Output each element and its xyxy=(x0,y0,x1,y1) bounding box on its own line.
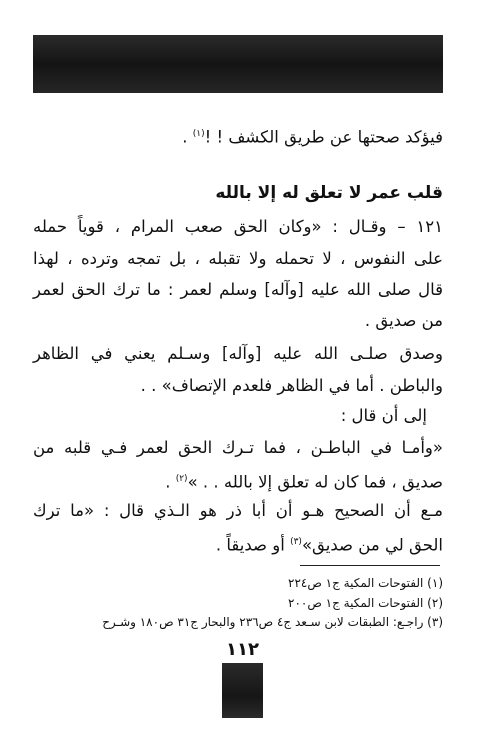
footer-bar xyxy=(222,663,263,718)
text-line: الحق لي من صديق»$^{(٣)}$ أو صديقاً . xyxy=(215,535,443,555)
section-heading: قلب عمر لا تعلق له إلا بالله xyxy=(215,183,443,203)
footnote: (١) الفتوحات المكية ج١ ص٢٢٤ xyxy=(288,576,443,590)
text-line: «وأمـا في الباطـن ، فما تـرك الحق لعمر فـي قلبه من xyxy=(33,438,443,457)
footnote-divider xyxy=(300,565,440,566)
footnote: (٢) الفتوحات المكية ج١ ص٢٠٠ xyxy=(288,596,443,610)
text-line: مـع أن الصحيح هـو أن أبا ذر هو الـذي قال : «ما ترك xyxy=(33,501,443,520)
text-line: قال صلى الله عليه [وآله] وسلم لعمر : ما ترك الحق لعمر xyxy=(33,280,443,299)
text-line: فيؤكد صحتها عن طريق الكشف ! !$^{(١)}$ . xyxy=(182,127,443,147)
footnote-ref: (٢) xyxy=(175,474,188,484)
text-line: والباطن . أما في الظاهر فلعدم الإتصاف» . . xyxy=(140,376,443,395)
page-number: ١١٢ xyxy=(226,639,259,660)
text-line: على النفوس ، لا تحمله ولا تقبله ، بل تمجه وترده ، لهذا xyxy=(33,249,443,268)
text-line: وصدق صلـى الله عليه [وآله] وسـلم يعني في الظاهر xyxy=(33,344,443,363)
footnote-ref: (١) xyxy=(192,129,205,139)
text-line: ١٢١ – وقـال : «وكان الحق صعب المرام ، قوياً حمله xyxy=(33,217,443,236)
footnote: (٣) راجـع: الطبقات لابن سـعد ج٤ ص٢٣٦ والبحار ج٣١ ص١٨٠ وشـرح xyxy=(102,615,443,629)
header-bar xyxy=(33,35,443,93)
text-line: من صديق . xyxy=(364,311,443,330)
footnote-ref: (٣) xyxy=(290,537,302,547)
text-line: صديق ، فما كان له تعلق إلا بالله . . »$^{(٢)}$ . xyxy=(165,472,443,492)
text-line: إلى أن قال : xyxy=(340,406,427,425)
